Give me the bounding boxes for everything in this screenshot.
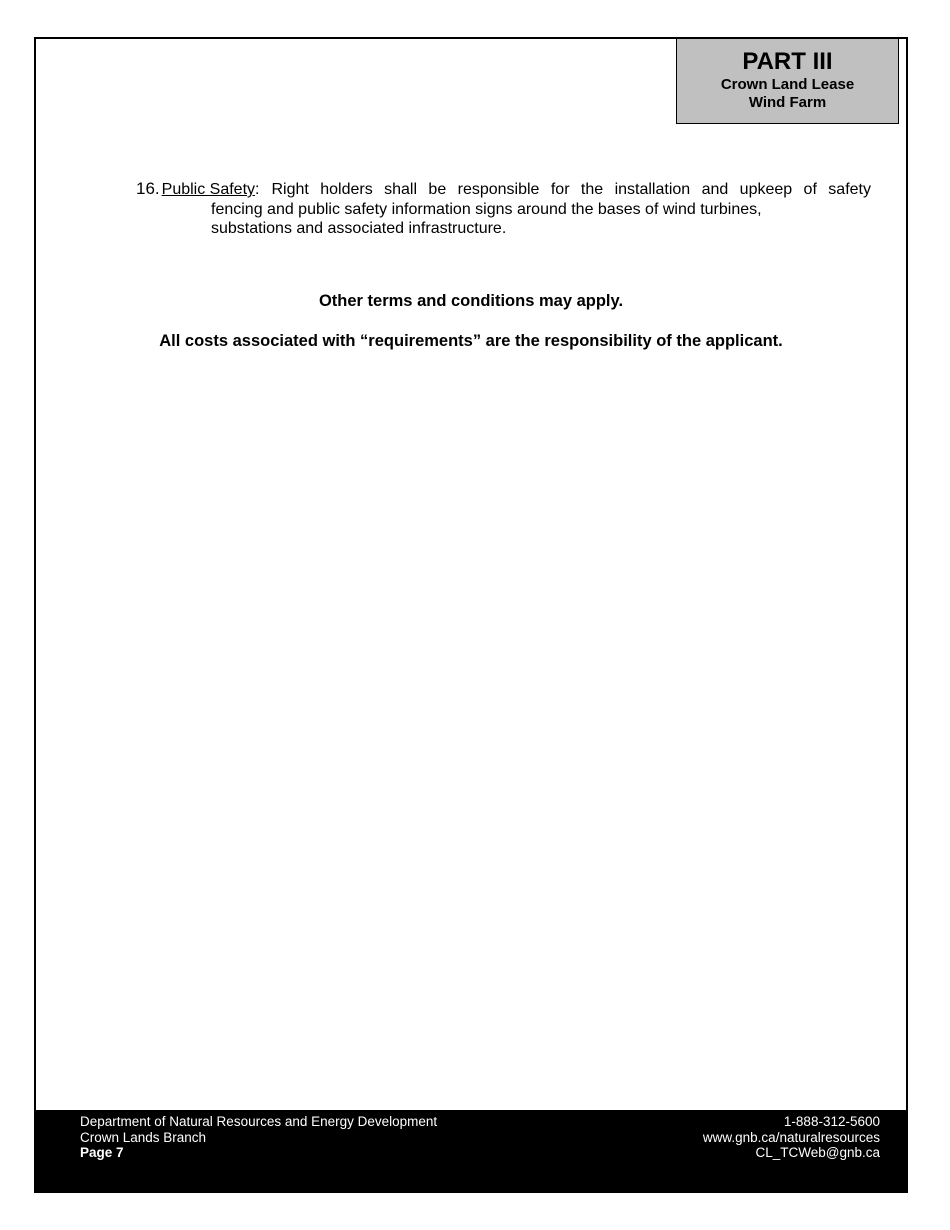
other-terms-notice: Other terms and conditions may apply. (318, 292, 624, 310)
costs-notice: All costs associated with “requirements” are the responsibility of the applicant. (159, 332, 783, 350)
clause-number: 16. (136, 179, 160, 198)
footer-left (80, 1114, 437, 1161)
part-subtitle-lease: Crown Land Lease (720, 76, 855, 93)
part-title: PART III (742, 48, 833, 75)
clause-heading: Public Safety (161, 181, 256, 198)
clause-first-line (136, 179, 871, 200)
footer-branch: Crown Lands Branch (80, 1129, 207, 1145)
footer-phone: 1-888-312-5600 (783, 1114, 880, 1129)
clause-text-line-2: fencing and public safety information signs around the bases of wind turbines, (211, 200, 762, 218)
footer-page-number: Page 7 (80, 1145, 124, 1160)
footer-website: www.gnb.ca/naturalresources (702, 1129, 880, 1145)
clause-colon: : (255, 181, 260, 198)
clause-public-safety (136, 179, 871, 239)
footer-department: Department of Natural Resources and Energy Development (80, 1114, 438, 1129)
footer-right (703, 1114, 880, 1161)
part-subtitle-wind-farm: Wind Farm (748, 94, 827, 111)
clause-text-line-3: substations and associated infrastructure. (211, 220, 507, 237)
page-footer (34, 1110, 908, 1192)
footer-email: CL_TCWeb@gnb.ca (755, 1145, 880, 1160)
part-header-box (676, 38, 899, 124)
clause-text-line-1: Right holders shall be responsible for the installation and upkeep of safety (271, 181, 871, 198)
